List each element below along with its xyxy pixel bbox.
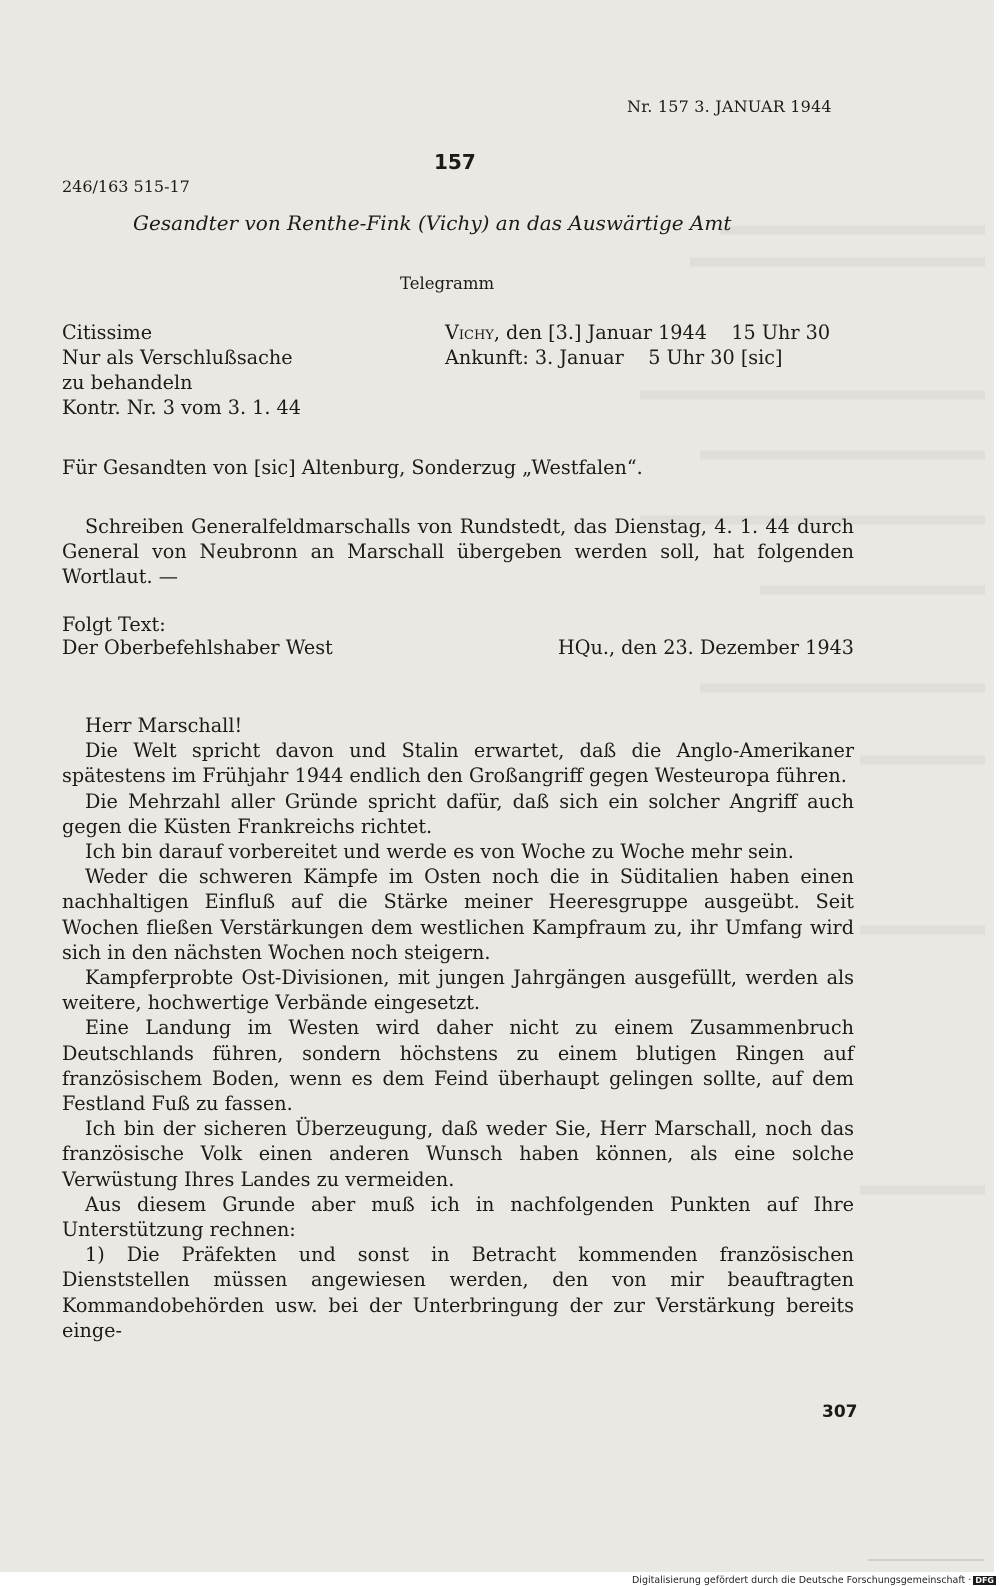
letter-paragraph: Ich bin darauf vorbereitet und werde es von Woche zu Woche mehr sein. xyxy=(85,840,794,864)
intro-paragraph xyxy=(62,514,854,590)
control-number: Kontr. Nr. 3 vom 3. 1. 44 xyxy=(62,396,301,419)
letter-heading xyxy=(62,636,854,659)
document-number: 157 xyxy=(434,150,476,174)
letter-body xyxy=(62,713,854,1343)
digitization-credit xyxy=(632,1575,996,1586)
running-head: Nr. 157 3. JANUAR 1944 xyxy=(627,97,832,116)
follows-line xyxy=(62,612,854,637)
classification-line: Nur als Verschlußsache xyxy=(62,346,293,369)
file-reference: 246/163 515-17 xyxy=(62,177,190,196)
page-number: 307 xyxy=(822,1402,858,1422)
document-title: Gesandter von Renthe-Fink (Vichy) an das Auswärtige Amt xyxy=(133,211,732,235)
dispatch-place: Vichy xyxy=(445,321,494,344)
letter-paragraph: Kampferprobte Ost-Divisionen, mit jungen Jahrgängen ausgefüllt, werden als weitere, hochwertige Verbände eingesetzt. xyxy=(62,966,854,1015)
letter-paragraph: Die Mehrzahl aller Gründe spricht dafür, daß sich ein solcher Angriff auch gegen die Küsten Frankreichs richtet. xyxy=(62,789,854,838)
dispatch-info xyxy=(445,320,830,370)
letter-paragraph: Eine Landung im Westen wird daher nicht zu einem Zusammenbruch Deutschlands führen, sondern höchstens zu einem blutigen Ringen auf französischem Boden, wenn es dem Feind überhaupt gelingen sollte, auf dem Festland Fuß zu fassen. xyxy=(62,1016,854,1116)
handling-instructions xyxy=(62,320,301,420)
credit-text: Digitalisierung gefördert durch die Deutsche Forschungsgemeinschaft · xyxy=(631,1575,972,1586)
arrival-line: Ankunft: 3. Januar 5 Uhr 30 [sic] xyxy=(445,346,783,369)
letter-paragraph: Die Welt spricht davon und Stalin erwartet, daß die Anglo-Amerikaner spätestens im Frühjahr 1944 endlich den Großangriff gegen Westeuropa führen. xyxy=(62,739,854,788)
letter-paragraph: Ich bin der sicheren Überzeugung, daß weder Sie, Herr Marschall, noch das französische Volk einen anderen Wunsch haben können, als eine solche Verwüstung Ihres Landes zu vermeiden. xyxy=(62,1117,854,1191)
document-type: Telegramm xyxy=(400,274,495,293)
follows-text: Folgt Text: xyxy=(62,613,166,636)
addressee-line xyxy=(62,455,854,480)
salutation: Herr Marschall! xyxy=(85,714,243,737)
letter-paragraph: Weder die schweren Kämpfe im Osten noch die in Süditalien haben einen nachhaltigen Einfluß auf die Stärke meiner Heeresgruppe ausgeübt. Seit Wochen fließen Verstärkungen dem westlichen Kampfraum zu, ihr Umfang wird sich in den nächsten Wochen noch steigern. xyxy=(62,865,854,964)
sender: Der Oberbefehlshaber West xyxy=(62,636,333,659)
dispatch-line xyxy=(445,320,830,345)
letter-paragraph: Aus diesem Grunde aber muß ich in nachfolgenden Punkten auf Ihre Unterstützung rechnen: xyxy=(62,1192,854,1242)
addressee: Für Gesandten von [sic] Altenburg, Sonderzug „Westfalen“. xyxy=(62,456,643,479)
classification-line-cont: zu behandeln xyxy=(62,371,193,394)
dateline: HQu., den 23. Dezember 1943 xyxy=(558,636,854,659)
intro-text: Schreiben Generalfeldmarschalls von Rundstedt, das Dienstag, 4. 1. 44 durch General von Neubronn an Marschall übergeben werden soll, hat folgenden Wortlaut. — xyxy=(62,515,854,589)
priority-line: Citissime xyxy=(62,321,153,344)
dispatch-time: , den [3.] Januar 1944 15 Uhr 30 xyxy=(493,321,831,344)
dfg-logo: DFG xyxy=(975,1576,994,1585)
letter-paragraph: 1) Die Präfekten und sonst in Betracht kommenden französischen Dienststellen müssen angewiesen werden, den von mir beauftragten Kommandobehörden usw. bei der Unterbringung der zur Verstärkung bereits einge- xyxy=(62,1243,854,1342)
